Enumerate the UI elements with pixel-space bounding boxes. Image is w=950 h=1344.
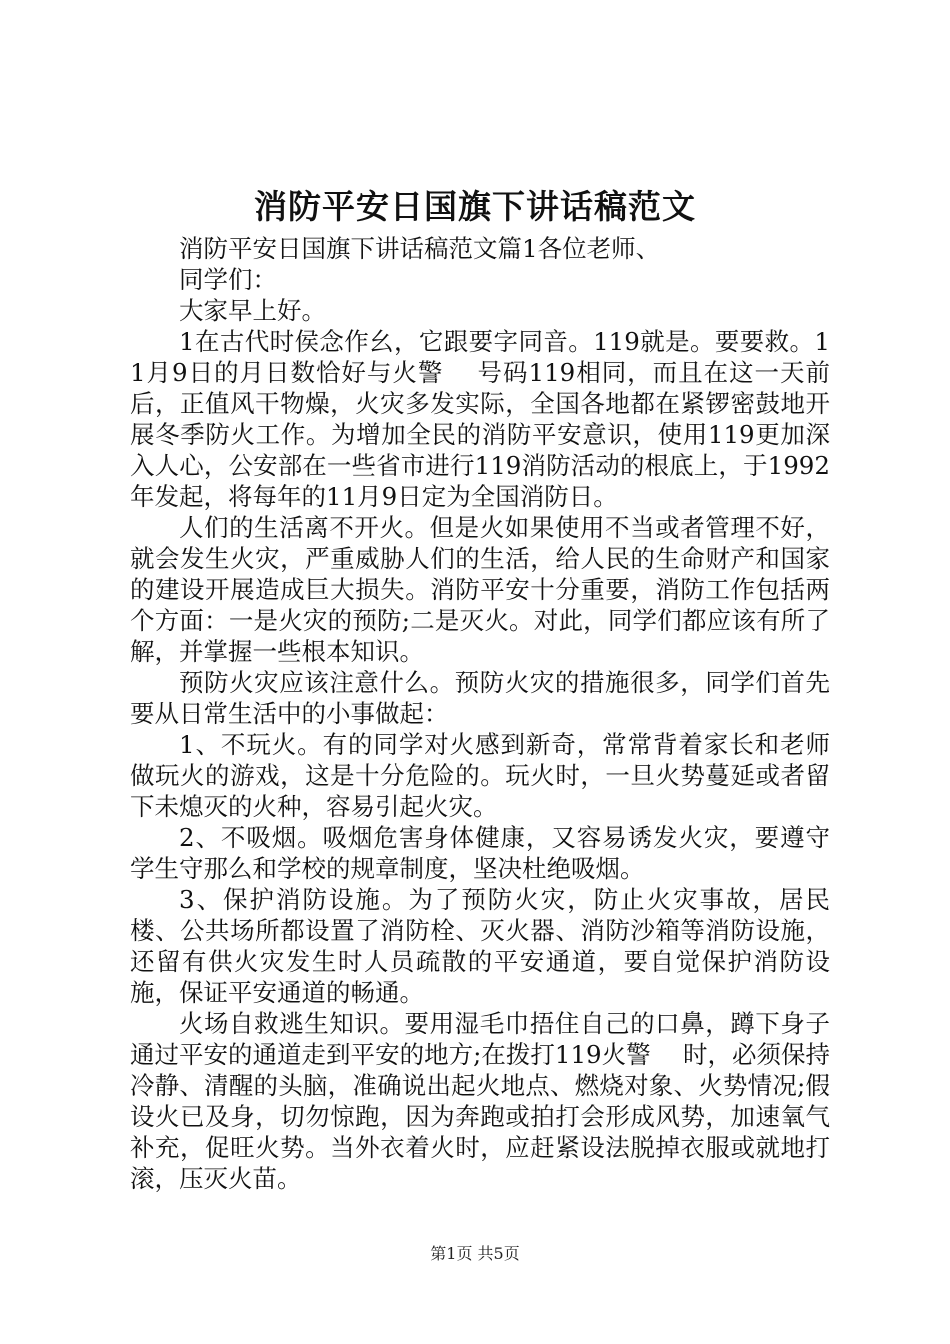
- paragraph: 3、保护消防设施。为了预防火灾，防止火灾事故，居民楼、公共场所都设置了消防栓、灭火器、消防沙箱等消防设施，还留有供火灾发生时人员疏散的平安通道，要自觉保护消防设施，保证平安通道的畅通。: [130, 885, 830, 1007]
- paragraph: 同学们：: [179, 265, 277, 294]
- page-footer: 第1页 共5页: [430, 1244, 520, 1263]
- document-title: 消防平安日国旗下讲话稿范文: [254, 187, 696, 226]
- paragraph: 1在古代时侯念作幺，它跟要字同音。119就是。要要救。11月9日的月日数恰好与火警 号码119相同，而且在这一天前后，正值风干物燥，火灾多发实际，全国各地都在紧锣密鼓地开展冬季防火工作。为增加全民的消防平安意识，使用119更加深入人心，公安部在一些省市进行119消防活动的根底上，于1992年发起，将每年的11月9日定为全国消防日。: [130, 327, 830, 511]
- paragraph: 消防平安日国旗下讲话稿范文篇1各位老师、: [179, 234, 661, 263]
- paragraph: 2、不吸烟。吸烟危害身体健康，又容易诱发火灾，要遵守学生守那么和学校的规章制度，坚决杜绝吸烟。: [130, 823, 830, 883]
- paragraph: 火场自救逃生知识。要用湿毛巾捂住自己的口鼻，蹲下身子通过平安的通道走到平安的地方;在拨打119火警 时，必须保持冷静、清醒的头脑，准确说出起火地点、燃烧对象、火势情况;假设火已及身，切勿惊跑，因为奔跑或拍打会形成风势，加速氧气补充，促旺火势。当外衣着火时，应赶紧设法脱掉衣服或就地打滚，压灭火苗。: [130, 1009, 830, 1193]
- document-body: [130, 233, 830, 1194]
- paragraph: 大家早上好。: [179, 296, 326, 325]
- paragraph: 1、不玩火。有的同学对火感到新奇，常常背着家长和老师做玩火的游戏，这是十分危险的。玩火时，一旦火势蔓延或者留下未熄灭的火种，容易引起火灾。: [130, 730, 830, 821]
- paragraph: 人们的生活离不开火。但是火如果使用不当或者管理不好，就会发生火灾，严重威胁人们的生活，给人民的生命财产和国家的建设开展造成巨大损失。消防平安十分重要，消防工作包括两个方面：一是火灾的预防;二是灭火。对此，同学们都应该有所了解，并掌握一些根本知识。: [130, 513, 830, 666]
- paragraph: 预防火灾应该注意什么。预防火灾的措施很多，同学们首先要从日常生活中的小事做起：: [130, 668, 830, 728]
